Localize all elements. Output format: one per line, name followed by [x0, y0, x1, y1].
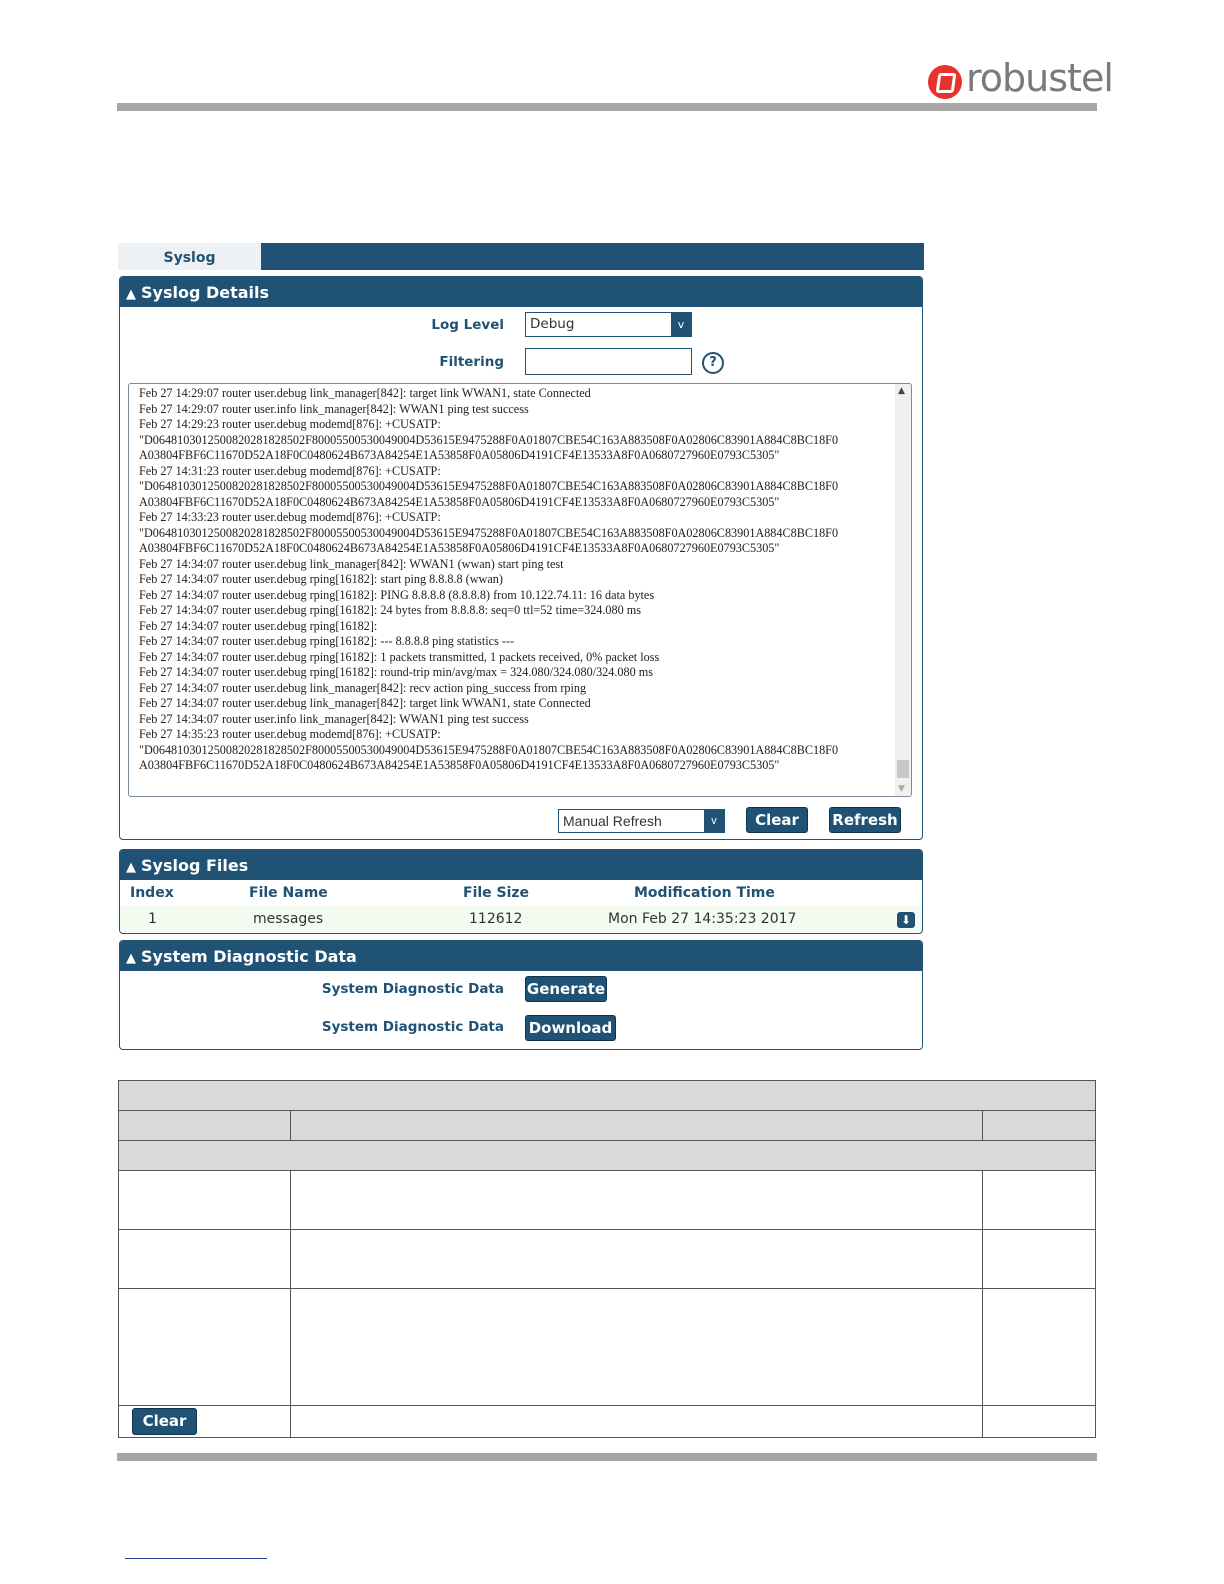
system-diagnostic-panel	[119, 940, 923, 1050]
syslog-details-header[interactable]	[120, 277, 922, 307]
syslog-log-textarea[interactable]	[128, 383, 912, 797]
clear-log-button[interactable]: Clear	[746, 807, 808, 833]
scroll-down-icon[interactable]: ▼	[898, 784, 905, 794]
system-diagnostic-header[interactable]	[120, 941, 922, 971]
log-level-select[interactable]	[525, 312, 692, 337]
log-scrollbar[interactable]	[895, 384, 911, 796]
log-line: Feb 27 14:31:23 router user.debug modemd[876]: +CUSATP:	[139, 463, 441, 478]
log-lines	[139, 386, 838, 774]
generate-button[interactable]: Generate	[525, 976, 607, 1002]
header-file-size: File Size	[463, 885, 530, 901]
header-modification-time: Modification Time	[634, 885, 775, 901]
log-line: Feb 27 14:34:07 router user.debug rping[16182]: --- 8.8.8.8 ping statistics ---	[139, 634, 515, 648]
header-rule	[117, 103, 1097, 111]
log-line: Feb 27 14:34:07 router user.debug rping[16182]: 24 bytes from 8.8.8.8: seq=0 ttl=52 time=324.080 ms	[139, 603, 641, 617]
filtering-input[interactable]	[525, 348, 692, 375]
log-line: Feb 27 14:34:07 router user.debug link_manager[842]: WWAN1 (wwan) start ping test	[139, 556, 564, 571]
tab-syslog[interactable]: Syslog	[118, 243, 261, 270]
header-file-name: File Name	[249, 885, 328, 901]
log-line: Feb 27 14:34:07 router user.info link_manager[842]: WWAN1 ping test success	[139, 711, 529, 726]
log-line: A03804FBF6C11670D52A18F0C0480624B673A84254E1A53858F0A05806D4191CF4E13533A8F0A0680727960E0793C5305"	[139, 541, 780, 555]
log-line: Feb 27 14:34:07 router user.debug rping[16182]: round-trip min/avg/max = 324.080/324.080/324.080 ms	[139, 665, 653, 679]
help-icon[interactable]: ?	[702, 352, 724, 374]
syslog-files-title: Syslog Files	[141, 856, 249, 875]
log-level-label: Log Level	[431, 317, 504, 333]
table-cell	[291, 1171, 983, 1230]
log-line: A03804FBF6C11670D52A18F0C0480624B673A84254E1A53858F0A05806D4191CF4E13533A8F0A0680727960E0793C5305"	[139, 494, 780, 509]
log-line: Feb 27 14:29:07 router user.debug link_manager[842]: target link WWAN1, state Connected	[139, 386, 591, 400]
logo-text: robustel	[966, 56, 1113, 100]
syslog-details-title: Syslog Details	[141, 283, 270, 302]
syslog-files-header[interactable]	[120, 850, 922, 880]
chevron-up-icon: ▲	[126, 287, 136, 302]
tab-bar	[118, 243, 924, 270]
log-line: Feb 27 14:34:07 router user.debug rping[16182]: start ping 8.8.8.8 (wwan)	[139, 572, 503, 586]
chevron-up-icon: ▲	[126, 951, 136, 966]
table-cell	[291, 1289, 983, 1406]
table-header-item	[119, 1111, 291, 1141]
chevron-down-icon: v	[671, 313, 691, 336]
log-line: Feb 27 14:29:23 router user.debug modemd[876]: +CUSATP:	[139, 417, 441, 431]
table-cell	[119, 1230, 291, 1289]
table-cell	[983, 1230, 1096, 1289]
log-line: "D0648103012500820281828502F80005500530049004D53615E9475288F0A01807CBE54C163A883508F0A02806C83901A884C8BC18F0	[139, 432, 839, 447]
syslog-details-panel	[119, 276, 923, 840]
table-cell	[983, 1289, 1096, 1406]
table-section-cell	[119, 1141, 1096, 1171]
table-title-cell	[119, 1081, 1096, 1111]
scroll-thumb[interactable]	[897, 760, 909, 778]
row-file-name: messages	[253, 911, 324, 927]
log-line: Feb 27 14:35:23 router user.debug modemd[876]: +CUSATP:	[139, 727, 441, 741]
table-cell	[291, 1406, 983, 1438]
log-level-value: Debug	[530, 316, 575, 332]
log-line: Feb 27 14:33:23 router user.debug modemd[876]: +CUSATP:	[139, 510, 441, 524]
footer-link-underline	[125, 1558, 267, 1559]
log-line: "D0648103012500820281828502F80005500530049004D53615E9475288F0A01807CBE54C163A883508F0A02806C83901A884C8BC18F0	[139, 525, 839, 540]
log-line: A03804FBF6C11670D52A18F0C0480624B673A84254E1A53858F0A05806D4191CF4E13533A8F0A0680727960E0793C5305"	[139, 758, 780, 772]
log-line: Feb 27 14:34:07 router user.debug link_manager[842]: recv action ping_success from rping	[139, 680, 587, 695]
log-line: Feb 27 14:34:07 router user.debug link_manager[842]: target link WWAN1, state Connected	[139, 696, 591, 710]
download-label: System Diagnostic Data	[321, 1019, 504, 1035]
refresh-button[interactable]: Refresh	[829, 807, 901, 833]
download-icon[interactable]: ⬇	[897, 912, 915, 928]
log-line: A03804FBF6C11670D52A18F0C0480624B673A84254E1A53858F0A05806D4191CF4E13533A8F0A0680727960E0793C5305"	[139, 448, 780, 462]
log-line: Feb 27 14:34:07 router user.debug rping[16182]:	[139, 618, 378, 633]
chevron-up-icon: ▲	[126, 860, 136, 875]
log-line: Feb 27 14:29:07 router user.info link_manager[842]: WWAN1 ping test success	[139, 401, 529, 416]
refresh-mode-select[interactable]	[558, 809, 725, 833]
logo-mark-icon	[928, 65, 962, 99]
table-clear-button[interactable]: Clear	[132, 1408, 197, 1435]
row-file-size: 112612	[469, 911, 523, 927]
parameter-table	[118, 1080, 1096, 1438]
footer-rule	[117, 1453, 1097, 1461]
table-header-description	[291, 1111, 983, 1141]
scroll-up-icon[interactable]: ▲	[898, 386, 905, 396]
log-line: Feb 27 14:34:07 router user.debug rping[16182]: 1 packets transmitted, 1 packets received, 0% packet loss	[139, 649, 660, 664]
header-index: Index	[130, 885, 174, 901]
log-line: Feb 27 14:34:07 router user.debug rping[16182]: PING 8.8.8.8 (8.8.8.8) from 10.122.74.11: 16 data bytes	[139, 587, 655, 602]
syslog-files-panel	[119, 849, 923, 934]
refresh-mode-value: Manual Refresh	[563, 813, 662, 829]
table-cell	[983, 1406, 1096, 1438]
table-cell	[119, 1171, 291, 1230]
row-index: 1	[148, 911, 157, 927]
log-line: "D0648103012500820281828502F80005500530049004D53615E9475288F0A01807CBE54C163A883508F0A02806C83901A884C8BC18F0	[139, 742, 839, 757]
download-button[interactable]: Download	[525, 1015, 616, 1041]
table-header-default	[983, 1111, 1096, 1141]
table-cell-clear	[119, 1406, 291, 1438]
chevron-down-icon: v	[704, 810, 724, 832]
system-diagnostic-title: System Diagnostic Data	[141, 947, 357, 966]
table-cell	[291, 1230, 983, 1289]
table-cell	[119, 1289, 291, 1406]
generate-label: System Diagnostic Data	[321, 981, 504, 997]
robustel-logo	[928, 56, 1113, 104]
filtering-label: Filtering	[439, 354, 504, 370]
row-modification-time: Mon Feb 27 14:35:23 2017	[608, 911, 797, 927]
table-cell	[983, 1171, 1096, 1230]
log-line: "D0648103012500820281828502F80005500530049004D53615E9475288F0A01807CBE54C163A883508F0A02806C83901A884C8BC18F0	[139, 479, 839, 493]
